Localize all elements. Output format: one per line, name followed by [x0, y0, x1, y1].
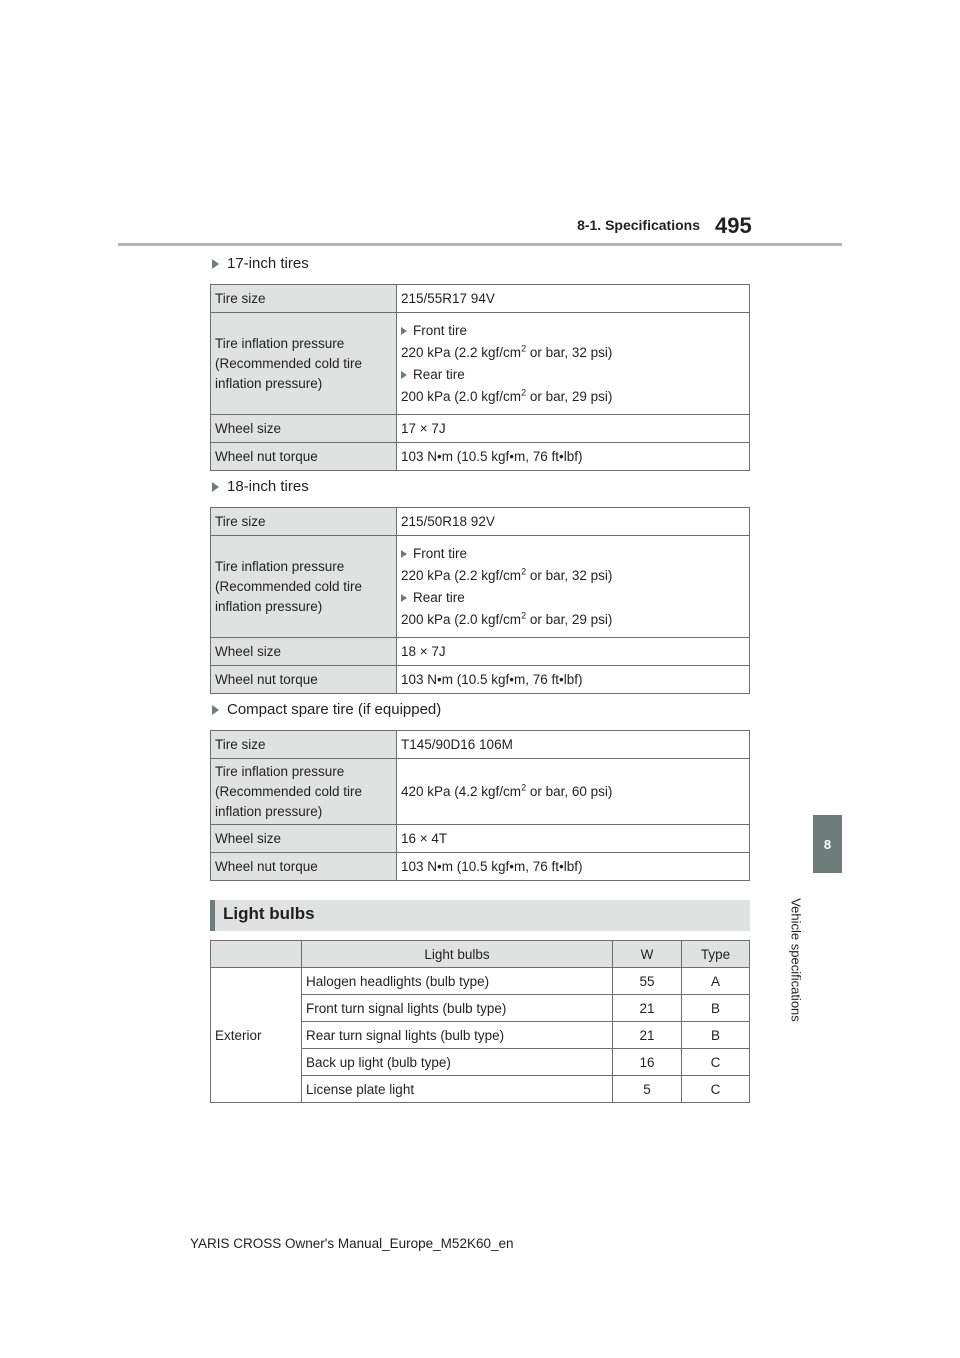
bulb-type: C	[682, 1049, 750, 1076]
table-row	[211, 731, 750, 759]
tire-table-18	[210, 507, 750, 694]
front-tire-label: Front tire	[413, 546, 468, 561]
bulb-watt: 55	[613, 968, 682, 995]
section-accent-bar	[210, 900, 215, 931]
tire-size-value: 215/55R17 94V	[397, 285, 750, 313]
wheel-size-label: Wheel size	[211, 638, 397, 666]
table-row	[211, 536, 750, 638]
table-row	[211, 968, 750, 995]
table-row	[211, 415, 750, 443]
torque-label: Wheel nut torque	[211, 853, 397, 881]
wheel-size-label: Wheel size	[211, 825, 397, 853]
group-exterior: Exterior	[211, 968, 302, 1103]
light-bulbs-section-header	[210, 900, 750, 931]
wheel-size-value: 16 × 4T	[397, 825, 750, 853]
torque-label: Wheel nut torque	[211, 666, 397, 694]
wheel-size-value: 18 × 7J	[397, 638, 750, 666]
bulb-watt: 21	[613, 1022, 682, 1049]
table-row	[211, 759, 750, 825]
triangle-bullet-icon	[212, 259, 219, 269]
light-bulbs-table	[210, 940, 750, 1103]
bulb-name: Halogen headlights (bulb type)	[302, 968, 613, 995]
bulb-watt: 16	[613, 1049, 682, 1076]
pressure-label: Tire inflation pressure (Recommended cold tire inflation pressure)	[211, 759, 397, 825]
front-tire-label: Front tire	[413, 323, 468, 338]
triangle-bullet-icon	[401, 371, 407, 379]
pressure-label: Tire inflation pressure (Recommended cold tire inflation pressure)	[211, 313, 397, 415]
chapter-tab	[813, 815, 842, 873]
section-heading: Light bulbs	[223, 904, 315, 923]
tire-heading-17	[212, 255, 309, 272]
pressure-label: Tire inflation pressure (Recommended cold tire inflation pressure)	[211, 536, 397, 638]
table-row	[211, 638, 750, 666]
table-row	[211, 508, 750, 536]
tire-heading-18	[212, 478, 309, 495]
chapter-title: Vehicle specifications	[788, 898, 804, 1022]
tire-heading-label: 17-inch tires	[227, 255, 309, 272]
pressure-value	[397, 536, 750, 638]
torque-label: Wheel nut torque	[211, 443, 397, 471]
page-number: 495	[715, 213, 752, 238]
column-header-w: W	[613, 941, 682, 968]
pressure-value	[397, 313, 750, 415]
tire-size-value: T145/90D16 106M	[397, 731, 750, 759]
table-header-row	[211, 941, 750, 968]
bulb-watt: 21	[613, 995, 682, 1022]
tire-size-value: 215/50R18 92V	[397, 508, 750, 536]
tire-size-label: Tire size	[211, 731, 397, 759]
bulb-name: Front turn signal lights (bulb type)	[302, 995, 613, 1022]
bulb-watt: 5	[613, 1076, 682, 1103]
tire-size-label: Tire size	[211, 508, 397, 536]
table-row	[211, 825, 750, 853]
torque-value: 103 N•m (10.5 kgf•m, 76 ft•lbf)	[397, 853, 750, 881]
table-row	[211, 285, 750, 313]
table-row	[211, 313, 750, 415]
tire-table-spare	[210, 730, 750, 881]
tire-heading-spare	[212, 701, 441, 718]
bulb-name: Rear turn signal lights (bulb type)	[302, 1022, 613, 1049]
bulb-name: License plate light	[302, 1076, 613, 1103]
bulb-name: Back up light (bulb type)	[302, 1049, 613, 1076]
torque-value: 103 N•m (10.5 kgf•m, 76 ft•lbf)	[397, 666, 750, 694]
column-header-type: Type	[682, 941, 750, 968]
rear-pressure: 200 kPa (2.0 kgf/$cm^2$ or bar, 29 psi)	[401, 610, 613, 627]
chapter-number: 8	[823, 836, 832, 852]
rear-tire-label: Rear tire	[413, 590, 465, 605]
column-header-bulbs: Light bulbs	[302, 941, 613, 968]
pressure-value: 420 kPa (4.2 kgf/$cm^2$ or bar, 60 psi)	[397, 759, 750, 825]
wheel-size-value: 17 × 7J	[397, 415, 750, 443]
table-row	[211, 853, 750, 881]
footer-text: YARIS CROSS Owner's Manual_Europe_M52K60_en	[190, 1236, 514, 1251]
table-row	[211, 443, 750, 471]
wheel-size-label: Wheel size	[211, 415, 397, 443]
bulb-type: B	[682, 995, 750, 1022]
triangle-bullet-icon	[212, 705, 219, 715]
triangle-bullet-icon	[212, 482, 219, 492]
front-pressure: 220 kPa (2.2 kgf/$cm^2$ or bar, 32 psi)	[401, 343, 613, 360]
front-pressure: 220 kPa (2.2 kgf/$cm^2$ or bar, 32 psi)	[401, 566, 613, 583]
triangle-bullet-icon	[401, 550, 407, 558]
tire-size-label: Tire size	[211, 285, 397, 313]
header-rule	[118, 243, 842, 246]
section-title: 8-1. Specifications	[577, 217, 700, 233]
rear-pressure: 200 kPa (2.0 kgf/$cm^2$ or bar, 29 psi)	[401, 387, 613, 404]
chapter-title-vertical	[776, 885, 816, 1035]
tire-heading-label: Compact spare tire (if equipped)	[227, 701, 442, 718]
bulb-type: B	[682, 1022, 750, 1049]
tire-table-17	[210, 284, 750, 471]
triangle-bullet-icon	[401, 594, 407, 602]
bulb-type: A	[682, 968, 750, 995]
rear-tire-label: Rear tire	[413, 367, 465, 382]
table-row	[211, 666, 750, 694]
bulb-type: C	[682, 1076, 750, 1103]
column-header-blank	[211, 941, 302, 968]
torque-value: 103 N•m (10.5 kgf•m, 76 ft•lbf)	[397, 443, 750, 471]
tire-heading-label: 18-inch tires	[227, 478, 309, 495]
triangle-bullet-icon	[401, 327, 407, 335]
